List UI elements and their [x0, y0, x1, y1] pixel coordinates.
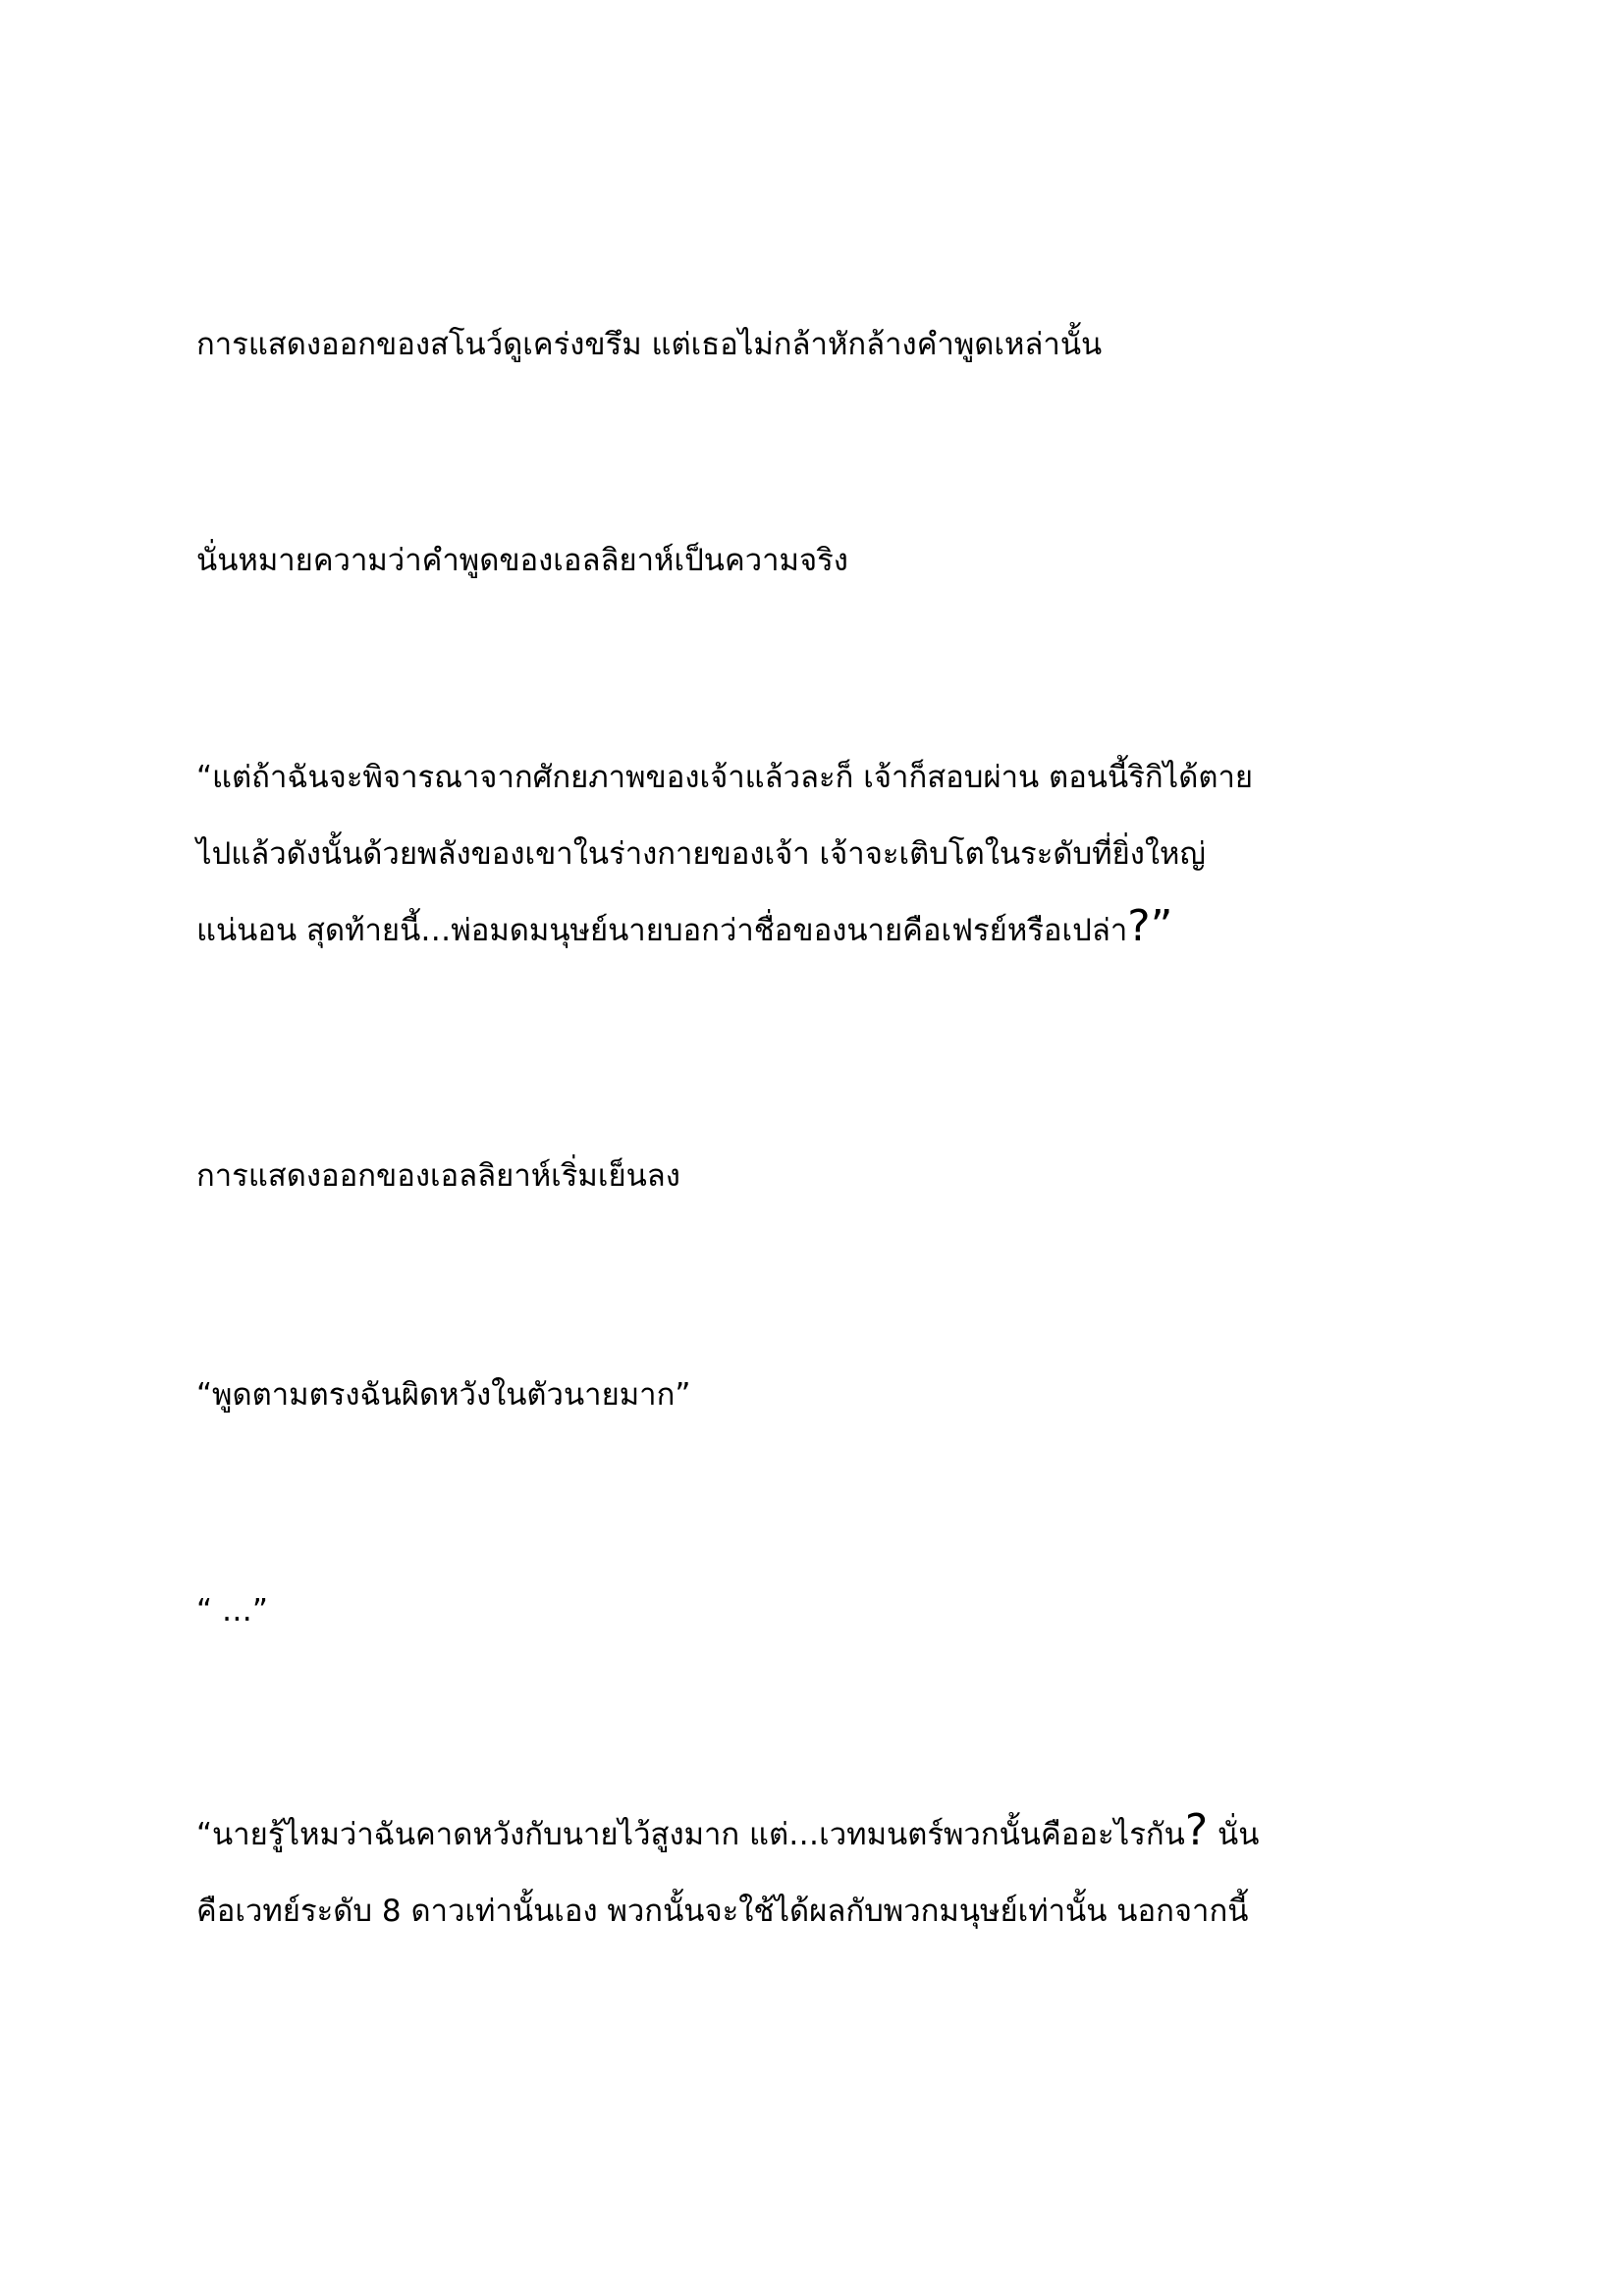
paragraph-4	[196, 1138, 1473, 1214]
line-text: “นายรู้ไหมว่าฉันคาดหวังกับนายไว้สูงมาก แต่…เวทมนตร์พวกนั้นคืออะไรกัน	[196, 1817, 1185, 1852]
paragraph-1	[196, 306, 1473, 383]
paragraph-line: “ …”	[196, 1593, 268, 1629]
closing-punctuation: ?”	[1127, 901, 1173, 951]
paragraph-line: “แต่ถ้าฉันจะพิจารณาจากศักยภาพของเจ้าแล้วละก็ เจ้าก็สอบผ่าน ตอนนี้ริกิได้ตาย	[196, 760, 1254, 795]
paragraph-line: ไปแล้วดังนั้นด้วยพลังของเขาในร่างกายของเจ้า เจ้าจะเติบโตในระดับที่ยิ่งใหญ่	[196, 836, 1206, 872]
paragraph-line: นั่นหมายความว่าคำพูดของเอลลิยาห์เป็นความจริง	[196, 543, 848, 578]
paragraph-7	[196, 1796, 1473, 1949]
line-text: นั่น	[1208, 1817, 1260, 1852]
paragraph-line: คือเวทย์ระดับ 8 ดาวเท่านั้นเอง พวกนั้นจะใช้ได้ผลกับพวกมนุษย์เท่านั้น นอกจากนี้	[196, 1894, 1249, 1929]
paragraph-line: “พูดตามตรงฉันผิดหวังในตัวนายมาก”	[196, 1377, 691, 1413]
paragraph-6	[196, 1573, 1473, 1649]
line-text: แน่นอน สุดท้ายนี้…พ่อมดมนุษย์นายบอกว่าชื่อของนายคือเฟรย์หรือเปล่า	[196, 913, 1128, 948]
paragraph-5	[196, 1357, 1473, 1433]
paragraph-line	[196, 892, 1473, 969]
paragraph-line: การแสดงออกของเอลลิยาห์เริ่มเย็นลง	[196, 1158, 680, 1194]
paragraph-line	[196, 1796, 1473, 1873]
paragraph-3	[196, 739, 1473, 969]
question-mark: ?	[1184, 1805, 1209, 1855]
paragraph-2	[196, 522, 1473, 599]
paragraph-line: การแสดงออกของสโนว์ดูเคร่งขรึม แต่เธอไม่กล้าหักล้างคำพูดเหล่านั้น	[196, 327, 1103, 362]
